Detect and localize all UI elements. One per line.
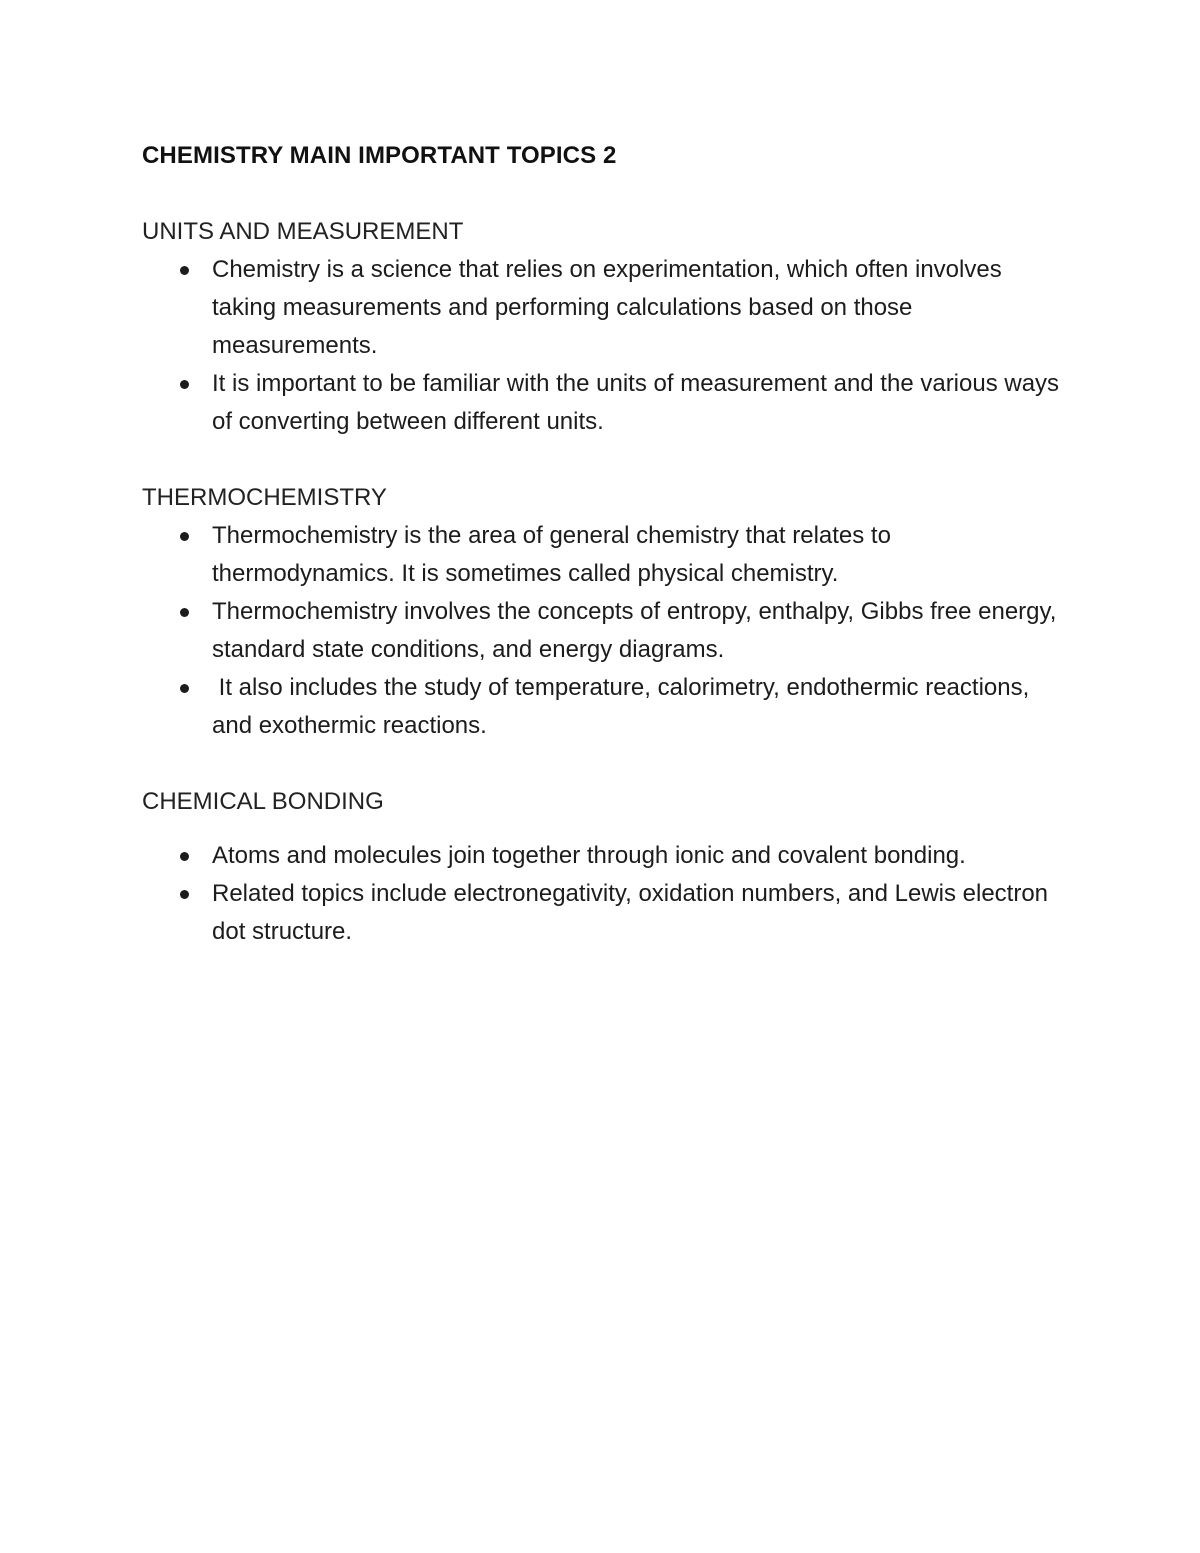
document-body <box>142 137 1062 951</box>
section-chemical-bonding <box>142 783 1062 951</box>
section-units-and-measurement <box>142 213 1062 441</box>
bullet-icon <box>180 852 189 861</box>
document-title: CHEMISTRY MAIN IMPORTANT TOPICS 2 <box>142 142 617 169</box>
bullet-list <box>142 837 1062 951</box>
bullet-icon <box>180 266 189 275</box>
bullet-icon <box>180 684 189 693</box>
bullet-icon <box>180 532 189 541</box>
list-item-text: Chemistry is a science that relies on experimentation, which often involves taking measurements and performing calculations based on those measurements. <box>212 256 1002 359</box>
bullet-list <box>142 251 1062 441</box>
list-item-text: Related topics include electronegativity, oxidation numbers, and Lewis electron dot structure. <box>212 880 1049 945</box>
section-heading: CHEMICAL BONDING <box>142 788 384 815</box>
list-item <box>142 365 1062 441</box>
list-item <box>142 517 1062 593</box>
bullet-icon <box>180 380 189 389</box>
list-item-text: Thermochemistry involves the concepts of entropy, enthalpy, Gibbs free energy, standard state conditions, and energy diagrams. <box>212 598 1057 663</box>
bullet-list <box>142 517 1062 745</box>
section-thermochemistry <box>142 479 1062 745</box>
list-item <box>142 875 1062 951</box>
list-item <box>142 837 1062 875</box>
list-item-text: Thermochemistry is the area of general chemistry that relates to thermodynamics. It is sometimes called physical chemistry. <box>212 522 891 587</box>
section-heading: UNITS AND MEASUREMENT <box>142 218 464 245</box>
list-item <box>142 251 1062 365</box>
bullet-icon <box>180 890 189 899</box>
list-item-text: It also includes the study of temperature, calorimetry, endothermic reactions, and exothermic reactions. <box>212 674 1036 739</box>
list-item-text: It is important to be familiar with the units of measurement and the various ways of converting between different units. <box>212 370 1060 435</box>
list-item <box>142 593 1062 669</box>
bullet-icon <box>180 608 189 617</box>
list-item <box>142 669 1062 745</box>
list-item-text: Atoms and molecules join together through ionic and covalent bonding. <box>212 842 966 869</box>
section-heading: THERMOCHEMISTRY <box>142 484 387 511</box>
